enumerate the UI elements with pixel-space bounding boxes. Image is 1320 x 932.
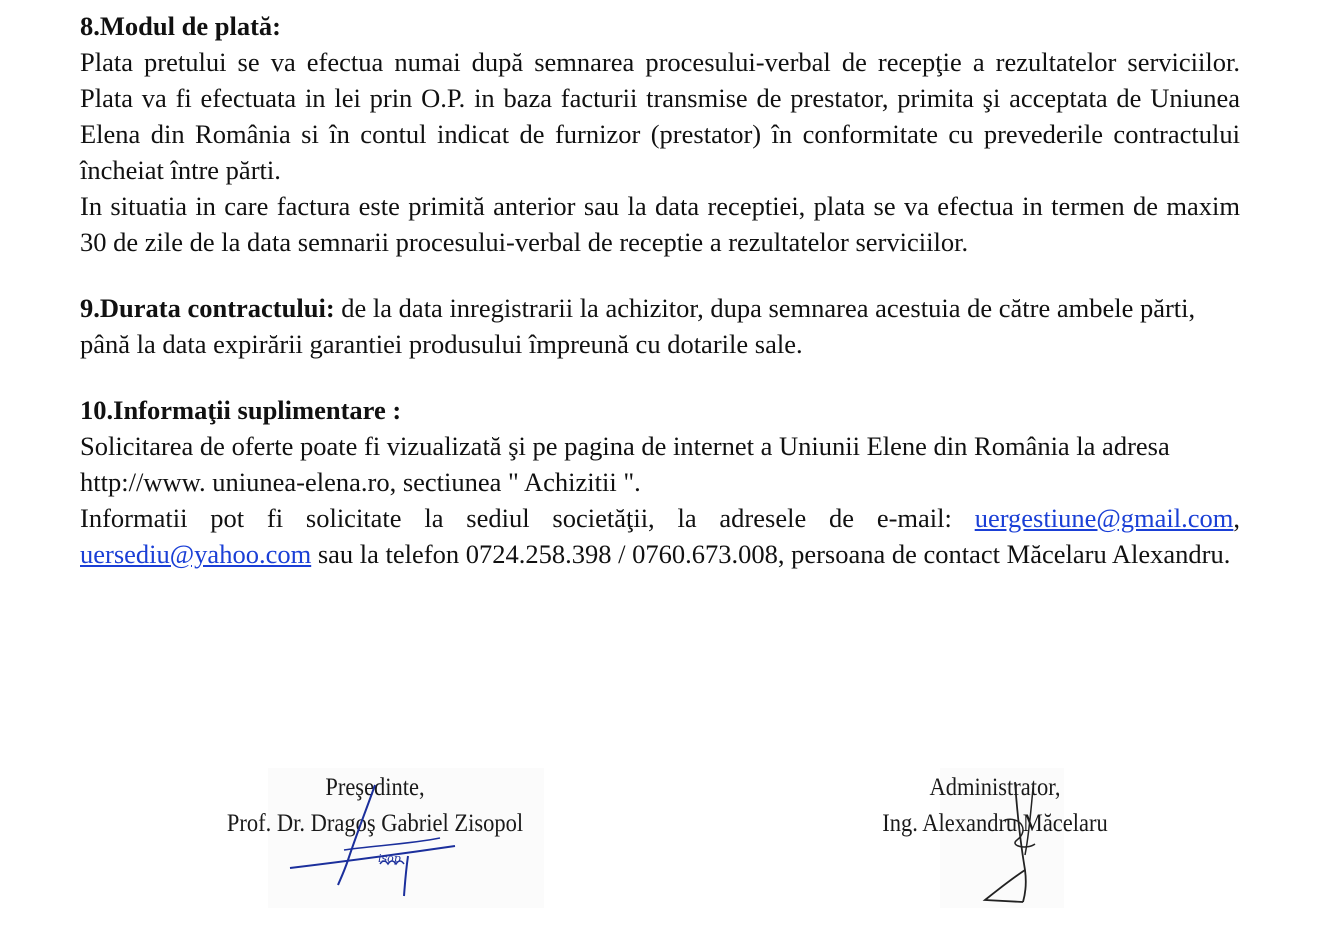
duration-paragraph [80,290,1240,362]
info-paragraph-1: Solicitarea de oferte poate fi vizualizată şi pe pagina de internet a Uniunii Elene din România la adresa http://www. uniunea-elena.ro, sectiunea " Achizitii ". [80,431,1170,497]
document-page [80,8,1240,572]
president-name: Prof. Dr. Dragoş Gabriel Zisopol [226,810,524,837]
section-heading-info: 10.Informaţii suplimentare : [80,395,402,425]
president-handwritten-signature [280,780,480,900]
payment-paragraph-2: In situatia in care factura este primită anterior sau la data receptiei, plata se va efectua in termen de maxim 30 de zile de la data semnarii procesului-verbal de receptie a rezultatelor serviciilor. [80,191,1240,257]
comma-separator: , [1233,503,1240,533]
email-link-sediu[interactable]: uersediu@yahoo.com [80,539,312,569]
president-role: Preşedinte, [325,774,425,801]
contact-text-start: Informatii pot fi solicitate la sediul societăţii, la adresele de e-mail: [80,503,975,533]
administrator-handwritten-signature [975,780,1065,910]
contact-text-end: sau la telefon 0724.258.398 / 0760.673.008, persoana de contact Măcelaru Alexandru. [311,539,1231,569]
section-heading-duration: 9.Durata contractului: [80,293,335,323]
duration-text: de la data inregistrarii la achizitor, dupa semnarea acestuia de către ambele părti, până la data expirării garantiei produsului împreună cu dotarile sale. [80,293,1196,359]
section-contract-duration [80,290,1240,362]
administrator-name: Ing. Alexandru Măcelaru [882,810,1108,837]
svg-text:isop: isop [378,852,401,865]
section-payment-method [80,8,1240,260]
section-additional-info [80,392,1240,572]
info-paragraph-2 [80,500,1240,572]
administrator-role: Administrator, [929,774,1061,801]
payment-paragraph-1: Plata pretului se va efectua numai după semnarea procesului-verbal de recepţie a rezultatelor serviciilor. Plata va fi efectuata in lei prin O.P. in baza facturii transmise de prestator, primita şi acceptata de Uniunea Elena din România si în contul indicat de furnizor (prestator) în conformitate cu prevederile contractului încheiat între părti. [80,47,1240,185]
email-link-gestiune[interactable]: uergestiune@gmail.com [974,503,1234,533]
section-heading-payment: 8.Modul de plată: [80,11,281,41]
